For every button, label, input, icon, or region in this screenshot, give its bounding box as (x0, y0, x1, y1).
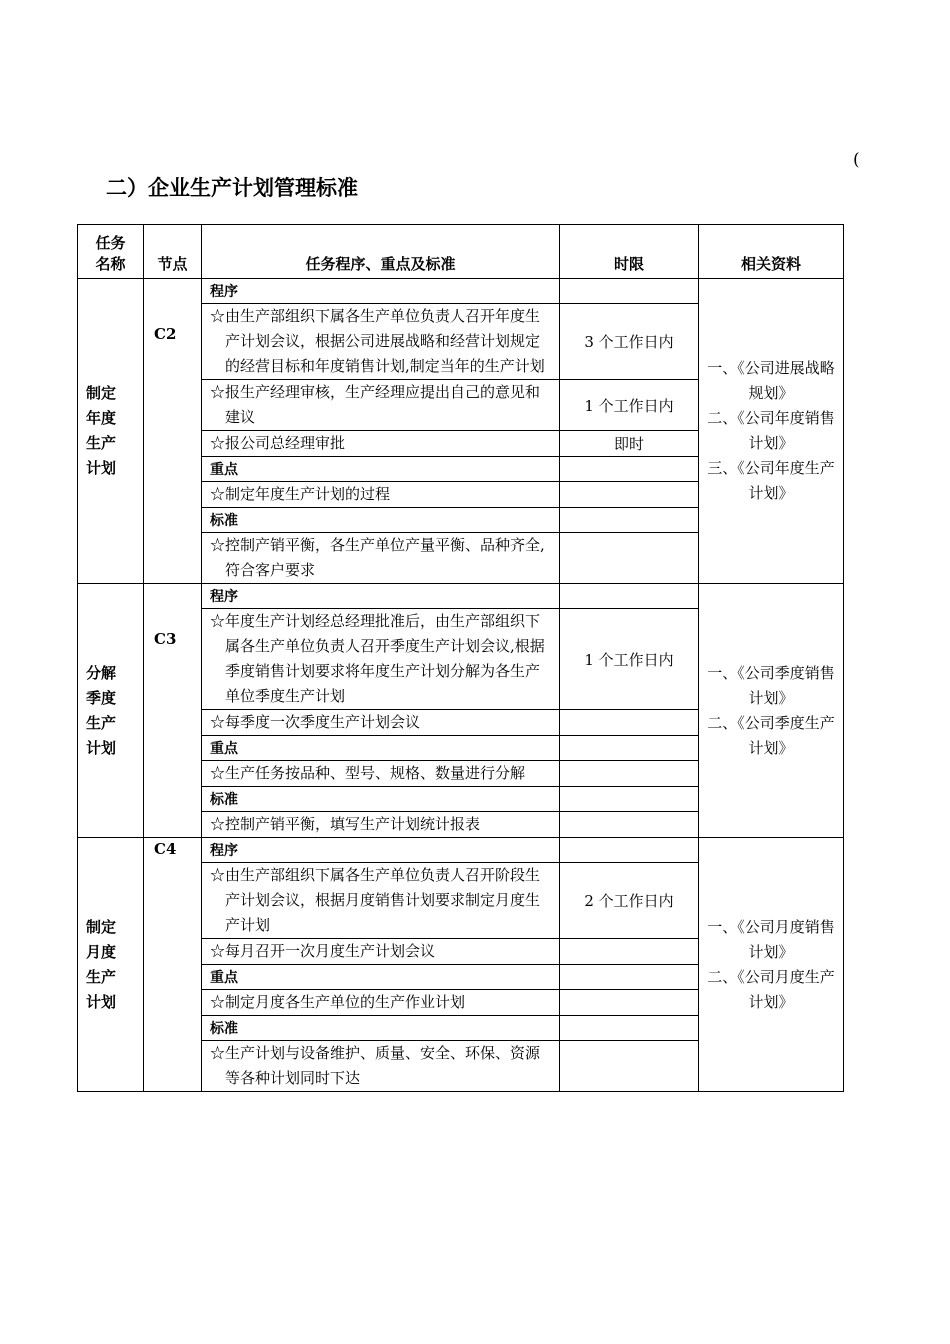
node-code: C3 (144, 584, 202, 838)
task-group (78, 279, 844, 584)
time-cell: 3 个工作日内 (560, 304, 699, 380)
header-procedure: 任务程序、重点及标准 (202, 225, 560, 279)
time-cell (560, 812, 699, 838)
standards-table (77, 224, 844, 1092)
time-cell: 1 个工作日内 (560, 380, 699, 431)
header-time: 时限 (560, 225, 699, 279)
section-title: 二）企业生产计划管理标准 (106, 176, 358, 200)
time-cell (560, 761, 699, 787)
time-cell (560, 710, 699, 736)
key-item: ☆制定年度生产计划的过程 (202, 482, 560, 508)
time-cell (560, 1041, 699, 1092)
label-key: 重点 (202, 736, 560, 761)
key-item: ☆生产任务按品种、型号、规格、数量进行分解 (202, 761, 560, 787)
ref-item: 二、《公司季度生产计划》 (707, 713, 835, 757)
ref-item: 一、《公司季度销售计划》 (707, 663, 835, 707)
ref-item: 一、《公司进展战略规划》 (707, 359, 835, 402)
header-task: 任务 名称 (78, 225, 144, 279)
label-program: 程序 (202, 838, 560, 863)
label-program: 程序 (202, 584, 560, 609)
refs-cell (699, 584, 844, 838)
procedure-item: ☆报公司总经理审批 (202, 431, 560, 457)
task-group (78, 584, 844, 838)
label-standard: 标准 (202, 508, 560, 533)
task-group (78, 838, 844, 1092)
header-refs: 相关资料 (699, 225, 844, 279)
standard-item: ☆生产计划与设备维护、质量、安全、环保、资源等各种计划同时下达 (202, 1041, 560, 1092)
time-cell (560, 990, 699, 1016)
label-program: 程序 (202, 279, 560, 304)
table-row (78, 279, 844, 304)
procedure-item: ☆每月召开一次月度生产计划会议 (202, 939, 560, 965)
time-cell (560, 279, 699, 304)
label-standard: 标准 (202, 1016, 560, 1041)
time-cell: 1 个工作日内 (560, 609, 699, 710)
table-row (78, 838, 844, 863)
standard-item: ☆控制产销平衡，各生产单位产量平衡、品种齐全,符合客户要求 (202, 533, 560, 584)
procedure-item: ☆报生产经理审核，生产经理应提出自己的意见和建议 (202, 380, 560, 431)
task-name: 制定年度生产计划 (78, 279, 144, 584)
time-cell (560, 736, 699, 761)
procedure-item: ☆年度生产计划经总经理批准后，由生产部组织下属各生产单位负责人召开季度生产计划会议,根据季度销售计划要求将年度生产计划分解为各生产单位季度生产计划 (202, 609, 560, 710)
procedure-item: ☆每季度一次季度生产计划会议 (202, 710, 560, 736)
task-name: 分解季度生产计划 (78, 584, 144, 838)
time-cell (560, 838, 699, 863)
corner-parenthesis: ( (853, 150, 860, 170)
label-key: 重点 (202, 965, 560, 990)
key-item: ☆制定月度各生产单位的生产作业计划 (202, 990, 560, 1016)
ref-item: 三、《公司年度生产计划》 (707, 459, 835, 502)
time-cell (560, 787, 699, 812)
time-cell (560, 965, 699, 990)
node-code: C2 (144, 279, 202, 584)
time-cell (560, 508, 699, 533)
task-name: 制定月度生产计划 (78, 838, 144, 1092)
label-key: 重点 (202, 457, 560, 482)
time-cell (560, 1016, 699, 1041)
refs-cell (699, 838, 844, 1092)
table-row (78, 584, 844, 609)
standard-item: ☆控制产销平衡，填写生产计划统计报表 (202, 812, 560, 838)
time-cell (560, 533, 699, 584)
node-code: C4 (144, 838, 202, 1092)
ref-item: 一、《公司月度销售计划》 (707, 917, 835, 961)
table-header-row (78, 225, 844, 279)
ref-item: 二、《公司年度销售计划》 (707, 409, 835, 452)
time-cell: 即时 (560, 431, 699, 457)
time-cell (560, 482, 699, 508)
label-standard: 标准 (202, 787, 560, 812)
time-cell: 2 个工作日内 (560, 863, 699, 939)
time-cell (560, 457, 699, 482)
header-node: 节点 (144, 225, 202, 279)
procedure-item: ☆由生产部组织下属各生产单位负责人召开年度生产计划会议，根据公司进展战略和经营计划规定的经营目标和年度销售计划,制定当年的生产计划 (202, 304, 560, 380)
time-cell (560, 584, 699, 609)
procedure-item: ☆由生产部组织下属各生产单位负责人召开阶段生产计划会议，根据月度销售计划要求制定月度生产计划 (202, 863, 560, 939)
ref-item: 二、《公司月度生产计划》 (707, 967, 835, 1011)
time-cell (560, 939, 699, 965)
refs-cell (699, 279, 844, 584)
